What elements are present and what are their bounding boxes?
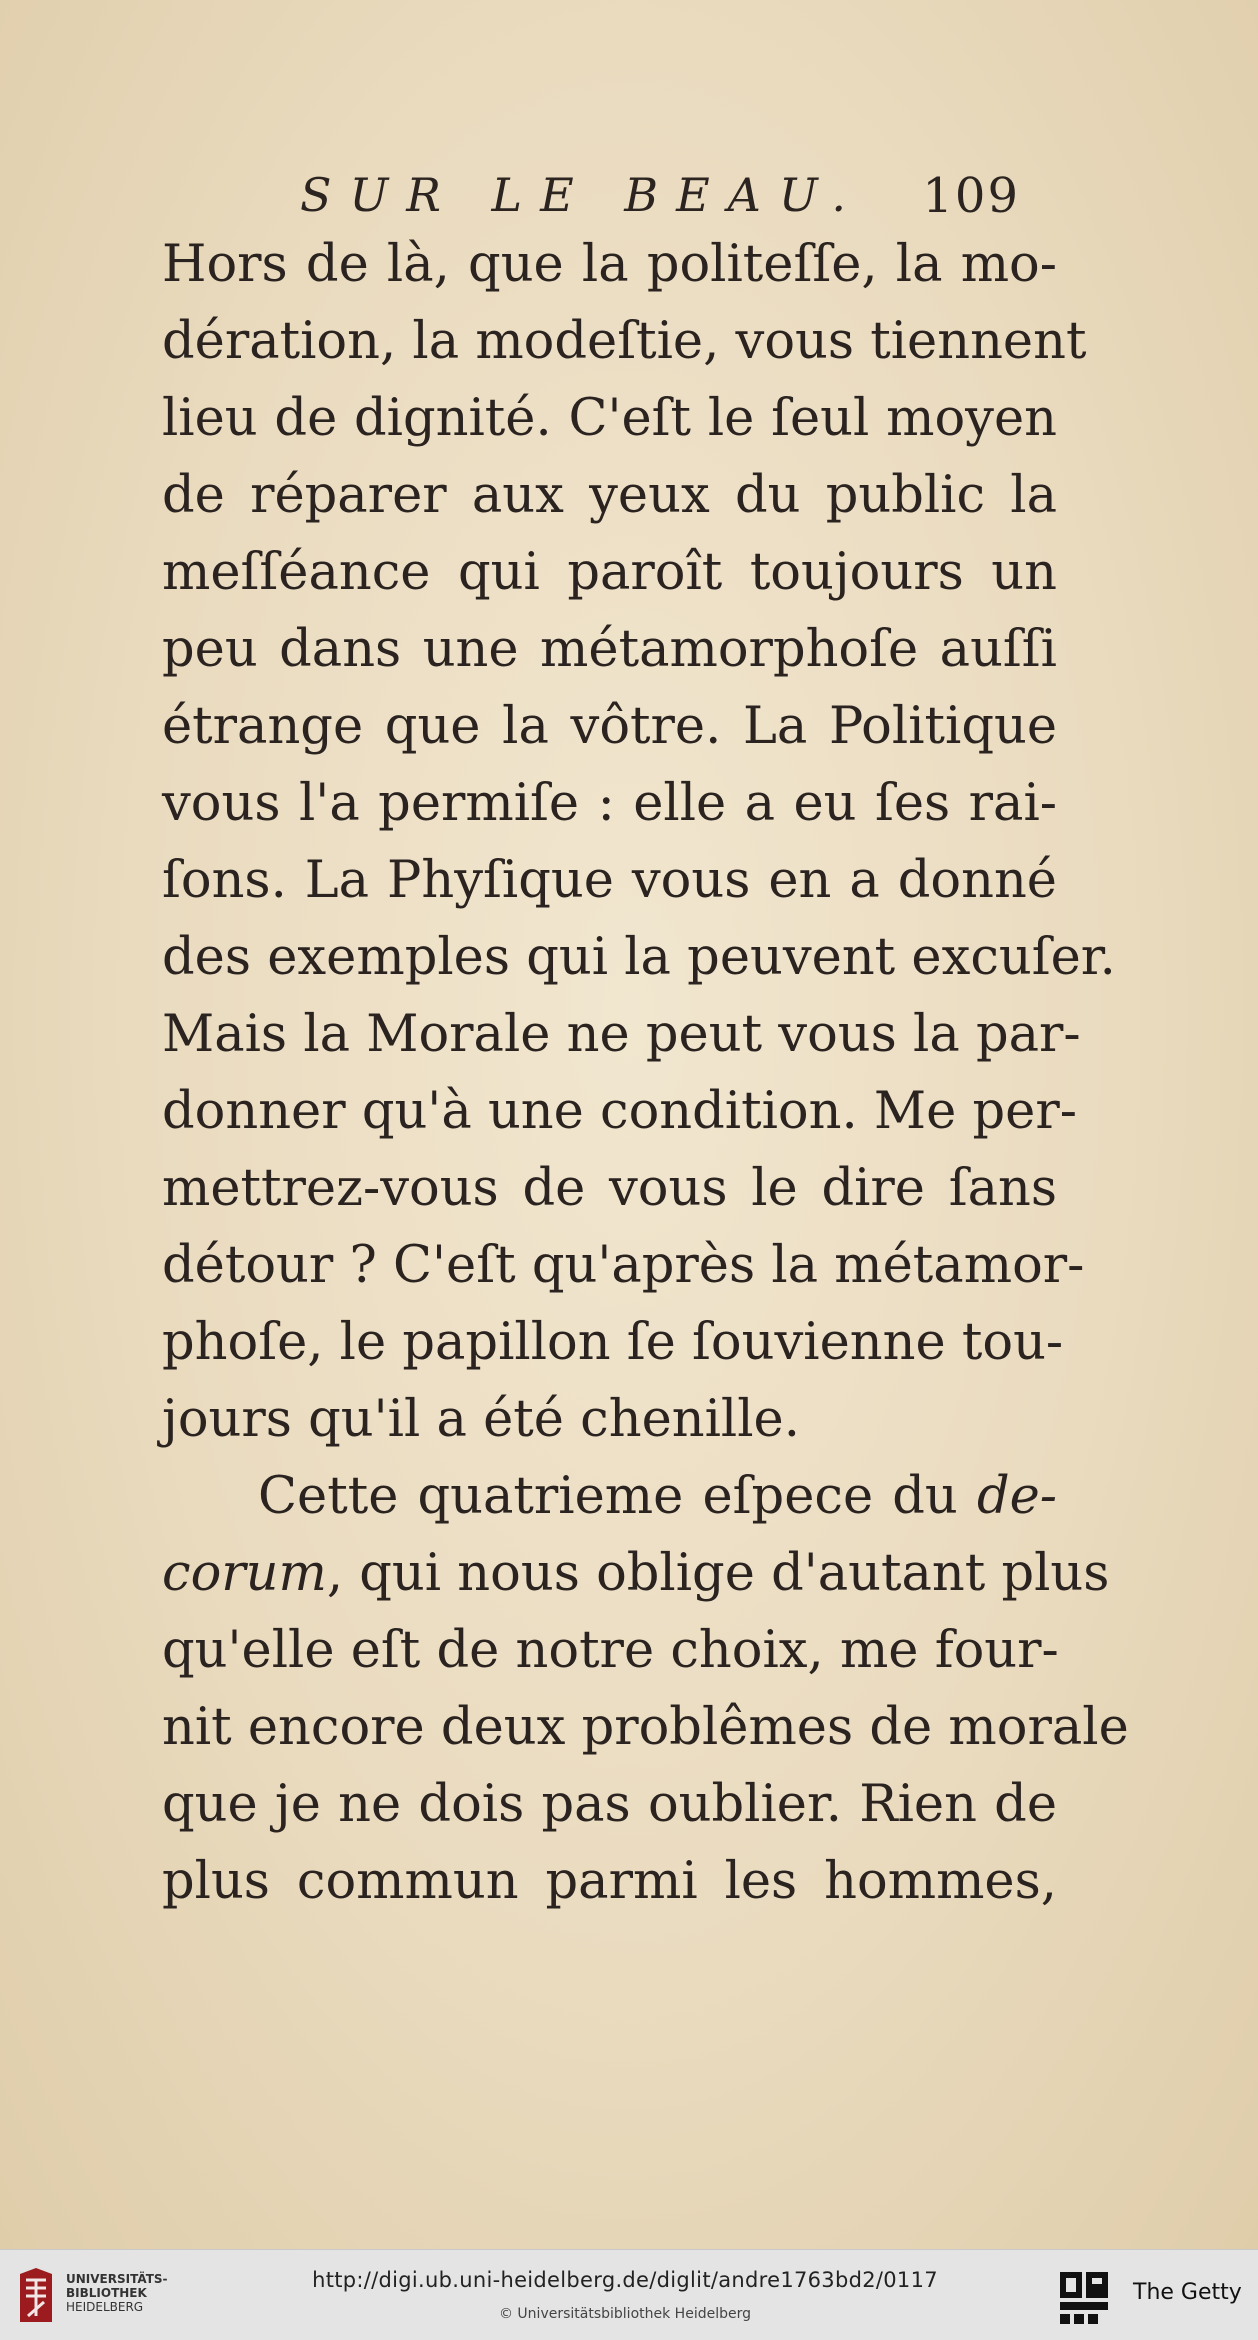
text-fragment: Cette quatrieme eſpece du — [258, 1467, 977, 1526]
text-line: Mais la Morale ne peut vous la par- — [162, 1005, 1081, 1064]
library-name-line: BIBLIOTHEK — [66, 2286, 147, 2300]
permalink-url[interactable]: http://digi.ub.uni-heidelberg.de/diglit/andre1763bd2/0117 — [312, 2268, 938, 2292]
text-line: étrange que la vôtre. La Politique — [162, 697, 1057, 756]
text-line: peu dans une métamorphoſe auſſi — [162, 620, 1057, 679]
text-line: jours qu'il a été chenille. — [162, 1390, 800, 1449]
text-line: phoſe, le papillon ſe ſouvienne tou- — [162, 1313, 1064, 1372]
text-line: des exemples qui la peuvent excuſer. — [162, 928, 1116, 987]
library-logo-icon — [16, 2266, 56, 2326]
copyright-notice: © Universitätsbibliothek Heidelberg — [498, 2306, 751, 2322]
getty-logo-icon — [1058, 2270, 1110, 2326]
text-line: plus commun parmi les hommes, — [162, 1852, 1057, 1911]
italic-fragment: de- — [976, 1467, 1057, 1526]
text-line: mettrez-vous de vous le dire ſans — [162, 1159, 1057, 1218]
running-head — [300, 168, 1020, 228]
library-name-line: HEIDELBERG — [66, 2300, 144, 2314]
text-line — [162, 1458, 1057, 1535]
text-line: vous l'a permiſe : elle a eu ſes rai- — [162, 774, 1057, 833]
text-fragment: , qui nous oblige d'autant plus — [326, 1544, 1110, 1603]
partner-name: The Getty — [1133, 2280, 1242, 2305]
text-line: Hors de là, que la politeſſe, la mo- — [162, 235, 1057, 294]
text-line: meſſéance qui paroît toujours un — [162, 543, 1057, 602]
running-head-title: SUR LE BEAU. — [300, 168, 865, 222]
footer-bar — [0, 2249, 1258, 2340]
text-line: qu'elle eſt de notre choix, me four- — [162, 1621, 1059, 1680]
text-line: détour ? C'eſt qu'après la métamor- — [162, 1236, 1085, 1295]
text-line: nit encore deux problêmes de morale — [162, 1698, 1129, 1757]
text-line: donner qu'à une condition. Me per- — [162, 1082, 1077, 1141]
text-line: de réparer aux yeux du public la — [162, 466, 1057, 525]
text-line: que je ne dois pas oublier. Rien de — [162, 1775, 1057, 1834]
library-name-line: UNIVERSITÄTS- — [66, 2272, 168, 2286]
text-line — [162, 1535, 1110, 1612]
library-name — [66, 2272, 168, 2314]
italic-fragment: corum — [162, 1544, 327, 1603]
text-line: ſons. La Phyſique vous en a donné — [162, 851, 1057, 910]
text-line: lieu de dignité. C'eſt le ſeul moyen — [162, 389, 1057, 448]
text-line: dération, la modeſtie, vous tiennent — [162, 312, 1087, 371]
body-text — [162, 226, 1129, 1920]
page-number: 109 — [922, 168, 1020, 224]
